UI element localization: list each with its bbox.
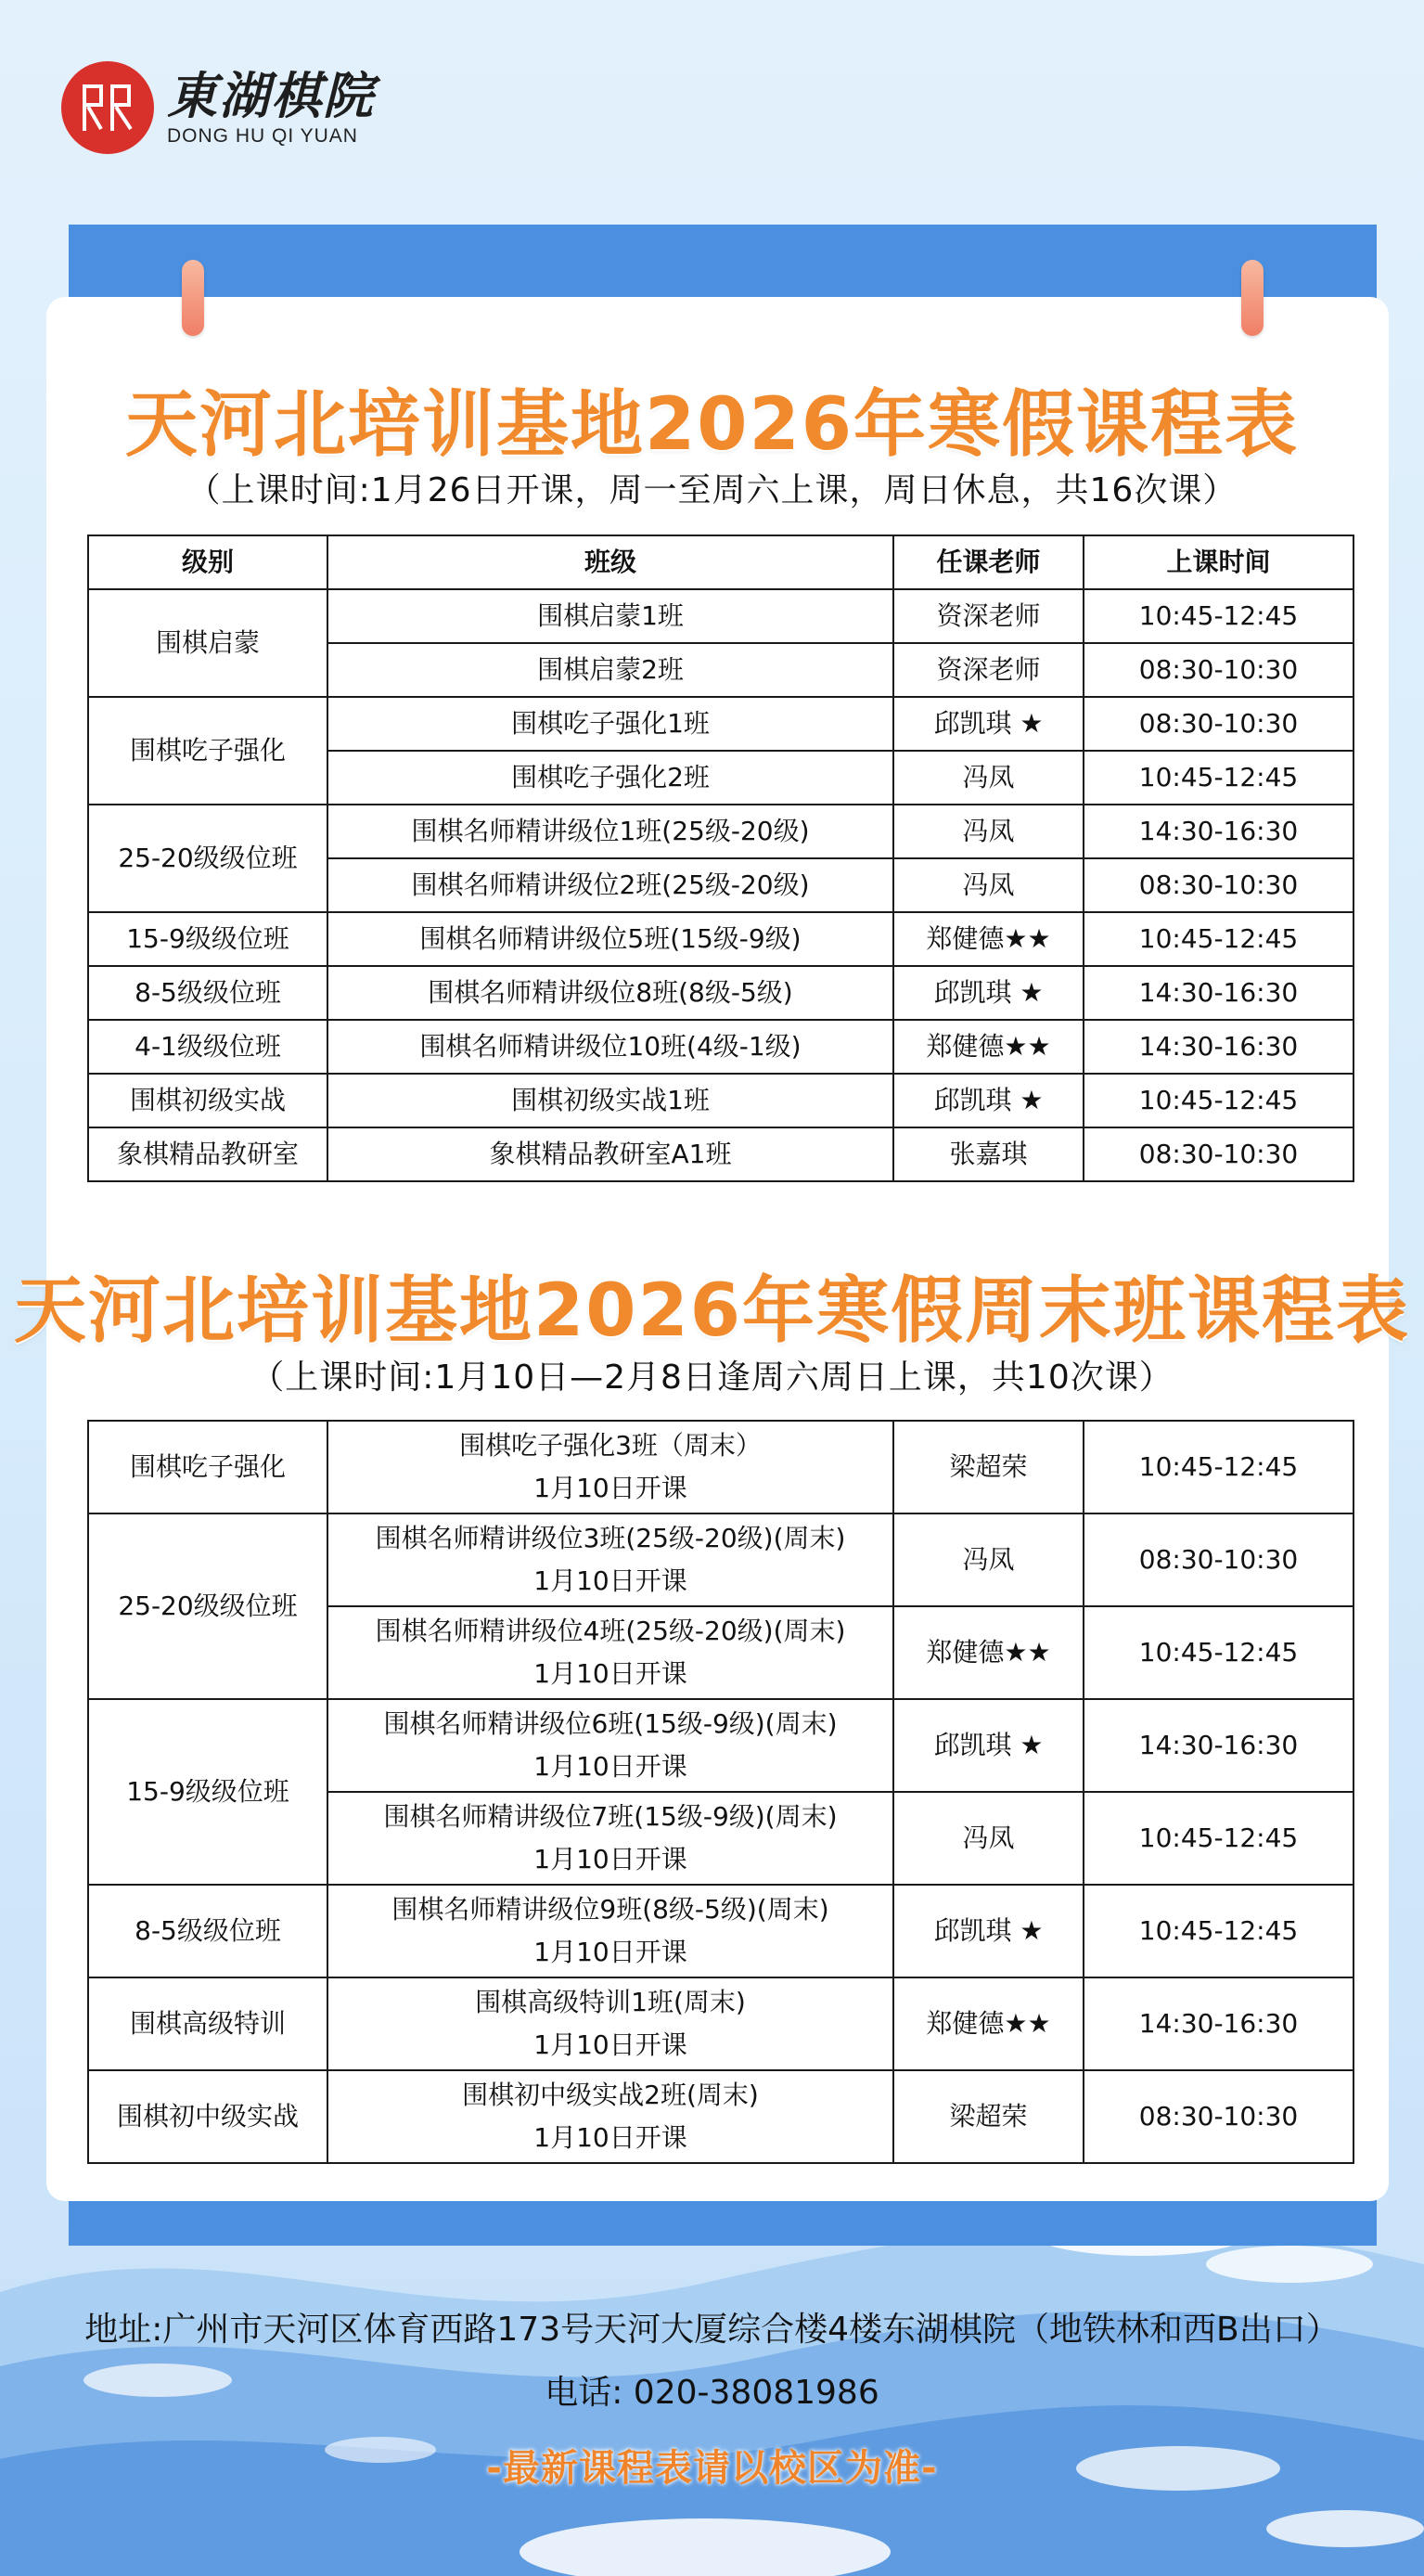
class-cell xyxy=(327,1421,893,1513)
table-row xyxy=(88,805,1353,858)
brand-logo xyxy=(61,61,375,154)
logo-name-cn: 東湖棋院 xyxy=(167,66,375,125)
start-date-note: 1月10日开课 xyxy=(533,2122,687,2153)
teacher-cell: 郑健德★★ xyxy=(893,1977,1084,2070)
teacher-cell: 冯凤 xyxy=(893,805,1084,858)
level-cell: 围棋高级特训 xyxy=(88,1977,327,2070)
class-cell xyxy=(327,1792,893,1885)
level-cell: 4-1级级位班 xyxy=(88,1020,327,1074)
level-cell: 围棋启蒙 xyxy=(88,589,327,697)
header-level: 级别 xyxy=(88,535,327,589)
level-cell: 围棋吃子强化 xyxy=(88,697,327,805)
class-name: 围棋名师精讲级位7班(15级-9级)(周末) xyxy=(383,1801,838,1832)
class-name: 围棋初中级实战2班(周末) xyxy=(462,2080,759,2110)
level-cell: 象棋精品教研室 xyxy=(88,1127,327,1181)
logo-name-en: DONG HU QI YUAN xyxy=(167,125,358,147)
time-cell: 10:45-12:45 xyxy=(1084,751,1353,805)
phone-text: 电话: 020-38081986 xyxy=(545,2374,879,2412)
table-row xyxy=(88,1699,1353,1792)
start-date-note: 1月10日开课 xyxy=(533,2029,687,2060)
logo-emblem-icon xyxy=(61,61,154,154)
teacher-cell: 张嘉琪 xyxy=(893,1127,1084,1181)
level-cell: 围棋初级实战 xyxy=(88,1074,327,1127)
time-cell: 08:30-10:30 xyxy=(1084,1127,1353,1181)
class-cell xyxy=(327,1977,893,2070)
class-cell: 围棋名师精讲级位2班(25级-20级) xyxy=(327,858,893,912)
table-row xyxy=(88,1421,1353,1513)
time-cell: 08:30-10:30 xyxy=(1084,697,1353,751)
class-cell: 围棋初级实战1班 xyxy=(327,1074,893,1127)
class-name: 围棋名师精讲级位6班(15级-9级)(周末) xyxy=(383,1708,838,1739)
table-row xyxy=(88,1977,1353,2070)
teacher-cell: 梁超荣 xyxy=(893,1421,1084,1513)
class-name: 围棋名师精讲级位9班(8级-5级)(周末) xyxy=(391,1894,829,1925)
table-row xyxy=(88,2070,1353,2163)
level-cell: 25-20级级位班 xyxy=(88,1513,327,1699)
class-cell: 围棋启蒙2班 xyxy=(327,643,893,697)
header-time: 上课时间 xyxy=(1084,535,1353,589)
class-cell: 围棋名师精讲级位10班(4级-1级) xyxy=(327,1020,893,1074)
table-row xyxy=(88,1074,1353,1127)
start-date-note: 1月10日开课 xyxy=(533,1844,687,1874)
teacher-cell: 邱凯琪 ★ xyxy=(893,966,1084,1020)
teacher-cell: 资深老师 xyxy=(893,643,1084,697)
address-text: 地址:广州市天河区体育西路173号天河大厦综合楼4楼东湖棋院（地铁林和西B出口） xyxy=(84,2311,1340,2349)
start-date-note: 1月10日开课 xyxy=(533,1473,687,1503)
class-cell: 围棋名师精讲级位8班(8级-5级) xyxy=(327,966,893,1020)
table-row xyxy=(88,1513,1353,1606)
teacher-cell: 冯凤 xyxy=(893,751,1084,805)
class-name: 围棋名师精讲级位4班(25级-20级)(周末) xyxy=(375,1616,846,1646)
class-cell: 围棋吃子强化2班 xyxy=(327,751,893,805)
teacher-cell: 冯凤 xyxy=(893,858,1084,912)
level-cell: 8-5级级位班 xyxy=(88,966,327,1020)
level-cell: 15-9级级位班 xyxy=(88,912,327,966)
teacher-cell: 冯凤 xyxy=(893,1513,1084,1606)
table-row xyxy=(88,697,1353,751)
teacher-cell: 邱凯琪 ★ xyxy=(893,697,1084,751)
teacher-cell: 郑健德★★ xyxy=(893,912,1084,966)
class-cell: 围棋名师精讲级位5班(15级-9级) xyxy=(327,912,893,966)
start-date-note: 1月10日开课 xyxy=(533,1658,687,1689)
header-teacher: 任课老师 xyxy=(893,535,1084,589)
time-cell: 14:30-16:30 xyxy=(1084,1020,1353,1074)
class-name: 围棋高级特训1班(周末) xyxy=(475,1987,746,2017)
start-date-note: 1月10日开课 xyxy=(533,1751,687,1782)
level-cell: 围棋吃子强化 xyxy=(88,1421,327,1513)
time-cell: 10:45-12:45 xyxy=(1084,1606,1353,1699)
class-cell xyxy=(327,1513,893,1606)
weekend-schedule-table xyxy=(87,1420,1354,2164)
teacher-cell: 冯凤 xyxy=(893,1792,1084,1885)
teacher-cell: 资深老师 xyxy=(893,589,1084,643)
time-cell: 08:30-10:30 xyxy=(1084,2070,1353,2163)
table-row xyxy=(88,1020,1353,1074)
section2-subtitle: （上课时间:1月10日—2月8日逢周六周日上课，共10次课） xyxy=(250,1359,1174,1397)
class-cell: 围棋名师精讲级位1班(25级-20级) xyxy=(327,805,893,858)
time-cell: 14:30-16:30 xyxy=(1084,1977,1353,2070)
left-pin-icon xyxy=(182,260,204,336)
table-row xyxy=(88,589,1353,643)
regular-schedule-table xyxy=(87,535,1354,1182)
time-cell: 10:45-12:45 xyxy=(1084,589,1353,643)
time-cell: 08:30-10:30 xyxy=(1084,858,1353,912)
time-cell: 08:30-10:30 xyxy=(1084,643,1353,697)
section1-subtitle: （上课时间:1月26日开课，周一至周六上课，周日休息，共16次课） xyxy=(186,471,1238,509)
table-row xyxy=(88,1127,1353,1181)
time-cell: 10:45-12:45 xyxy=(1084,1885,1353,1977)
time-cell: 10:45-12:45 xyxy=(1084,1421,1353,1513)
table-row xyxy=(88,966,1353,1020)
time-cell: 10:45-12:45 xyxy=(1084,912,1353,966)
class-cell: 围棋吃子强化1班 xyxy=(327,697,893,751)
class-cell xyxy=(327,1606,893,1699)
class-cell xyxy=(327,1699,893,1792)
teacher-cell: 邱凯琪 ★ xyxy=(893,1885,1084,1977)
table-row xyxy=(88,1885,1353,1977)
start-date-note: 1月10日开课 xyxy=(533,1565,687,1596)
start-date-note: 1月10日开课 xyxy=(533,1937,687,1967)
table-header-row xyxy=(88,535,1353,589)
table-row xyxy=(88,912,1353,966)
section1-title: 天河北培训基地2026年寒假课程表 xyxy=(124,383,1300,467)
right-pin-icon xyxy=(1241,260,1264,336)
time-cell: 10:45-12:45 xyxy=(1084,1792,1353,1885)
class-cell xyxy=(327,2070,893,2163)
class-name: 围棋吃子强化3班（周末） xyxy=(459,1430,762,1461)
time-cell: 08:30-10:30 xyxy=(1084,1513,1353,1606)
class-cell xyxy=(327,1885,893,1977)
time-cell: 14:30-16:30 xyxy=(1084,805,1353,858)
section2-title: 天河北培训基地2026年寒假周末班课程表 xyxy=(13,1269,1411,1353)
header-class: 班级 xyxy=(327,535,893,589)
class-cell: 围棋启蒙1班 xyxy=(327,589,893,643)
schedule-disclaimer: -最新课程表请以校区为准- xyxy=(486,2447,938,2490)
time-cell: 14:30-16:30 xyxy=(1084,1699,1353,1792)
teacher-cell: 邱凯琪 ★ xyxy=(893,1074,1084,1127)
level-cell: 25-20级级位班 xyxy=(88,805,327,912)
level-cell: 8-5级级位班 xyxy=(88,1885,327,1977)
teacher-cell: 邱凯琪 ★ xyxy=(893,1699,1084,1792)
level-cell: 围棋初中级实战 xyxy=(88,2070,327,2163)
time-cell: 10:45-12:45 xyxy=(1084,1074,1353,1127)
class-name: 围棋名师精讲级位3班(25级-20级)(周末) xyxy=(375,1523,846,1553)
teacher-cell: 郑健德★★ xyxy=(893,1020,1084,1074)
teacher-cell: 郑健德★★ xyxy=(893,1606,1084,1699)
level-cell: 15-9级级位班 xyxy=(88,1699,327,1885)
teacher-cell: 梁超荣 xyxy=(893,2070,1084,2163)
time-cell: 14:30-16:30 xyxy=(1084,966,1353,1020)
class-cell: 象棋精品教研室A1班 xyxy=(327,1127,893,1181)
